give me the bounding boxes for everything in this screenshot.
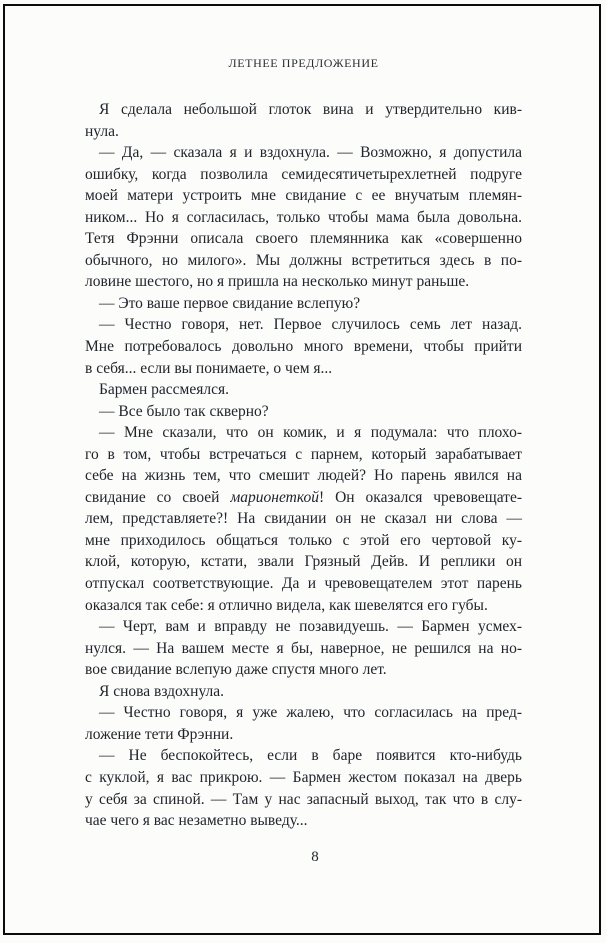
text-line: — Все было так скверно? bbox=[99, 402, 269, 420]
text-line: отпускал соответствующие. Да и чревовещателем этот парень bbox=[85, 575, 522, 593]
text-line: себе на жизнь тем, что смешит людей? Но парень явился на bbox=[85, 467, 522, 485]
text-line: — Мне сказали, что он комик, и я подумала: что плохо- bbox=[99, 424, 522, 442]
text-block bbox=[85, 99, 522, 832]
text-line: — Это ваше первое свидание вслепую? bbox=[99, 294, 361, 312]
text-line: Бармен рассмеялся. bbox=[99, 381, 229, 399]
text-line: мне приходилось общаться только с этой его чертовой ку- bbox=[85, 531, 522, 549]
text-line: моей матери устроить мне свидание с ее внучатым племян- bbox=[85, 187, 522, 205]
text-line: в себя... если вы понимаете, о чем я... bbox=[85, 359, 333, 377]
text-line: нулся. — На вашем месте я бы, наверное, не решился на но- bbox=[85, 639, 522, 657]
text-line: Мне потребовалось довольно много времени, чтобы прийти bbox=[85, 338, 522, 356]
text-line: — Да, — сказала я и вздохнула. — Возможно, я допустила bbox=[99, 144, 522, 162]
text-line: ошибку, когда позволила семидесятичетырехлетней подруге bbox=[85, 165, 522, 183]
text-line: ником... Но я согласилась, только чтобы мама была довольна. bbox=[85, 208, 522, 226]
text-line: — Честно говоря, я уже жалею, что согласилась на пред- bbox=[99, 704, 522, 722]
text-line: — Не беспокойтесь, если в баре появится кто-нибудь bbox=[99, 747, 522, 765]
text-line: ловине шестого, но я пришла на несколько минут раньше. bbox=[85, 273, 470, 291]
text-line: обычного, но милого». Мы должны встретиться здесь в по- bbox=[85, 251, 522, 269]
text-line: чае чего я вас незаметно выведу... bbox=[85, 812, 308, 830]
italic-text: марионеткой bbox=[230, 488, 319, 506]
text-line: нула. bbox=[85, 122, 119, 140]
running-head: ЛЕТНЕЕ ПРЕДЛОЖЕНИЕ bbox=[228, 56, 379, 70]
text-line: — Честно говоря, нет. Первое случилось семь лет назад. bbox=[99, 316, 522, 334]
text-line: лем, представляете?! На свидании он не сказал ни слова — bbox=[85, 510, 522, 528]
text-line: свидание со своей марионеткой! Он оказался чревовещате- bbox=[85, 488, 522, 506]
text-line: с куклой, я вас прикрою. — Бармен жестом показал на дверь bbox=[85, 768, 522, 786]
text-line: Я сделала небольшой глоток вина и утвердительно кив- bbox=[99, 101, 522, 118]
text-line: Тетя Фрэнни описала своего племянника как «совершенно bbox=[85, 230, 522, 248]
text-line: Я снова вздохнула. bbox=[99, 682, 225, 700]
text-line: оказался так себе: я отлично видела, как шевелятся его губы. bbox=[85, 596, 488, 614]
text-line: клой, которую, кстати, звали Грязный Дейв. И реплики он bbox=[85, 553, 522, 571]
text-line: вое свидание вслепую даже спустя много лет. bbox=[85, 661, 387, 679]
page-number: 8 bbox=[311, 849, 319, 865]
text-line: ложение тети Фрэнни. bbox=[85, 725, 234, 743]
text-line: у себя за спиной. — Там у нас запасный выход, так что в слу- bbox=[85, 790, 522, 808]
text-line: — Черт, вам и вправду не позавидуешь. — Бармен усмех- bbox=[99, 618, 522, 636]
text-line: го в том, чтобы встречаться с парнем, который зарабатывает bbox=[85, 445, 522, 463]
